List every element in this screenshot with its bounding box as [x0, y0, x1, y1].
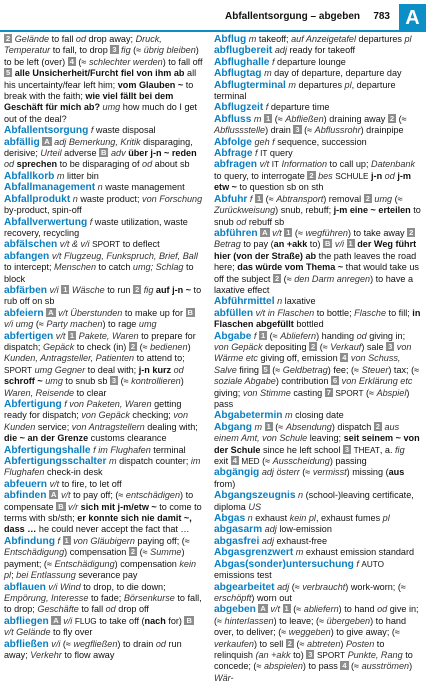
dictionary-entry: abfliegen A v/i FLUG to take off (nach for) B v/t Gelände to fly over	[4, 615, 192, 638]
running-head: Abfallentsorgung – abgeben	[224, 11, 360, 22]
page-header	[0, 0, 426, 32]
dictionary-entry: Abfertigung f von Paketen, Waren getting ready for dispatch; von Gepäck checking; von Kunden service; von Antragstellern dealing with; die ~ an der Grenze customs clearance	[4, 399, 198, 444]
dictionary-entry: Abflughalle f departure lounge	[214, 56, 346, 68]
dictionary-entry: Abgas n exhaust kein pl, exhaust fumes pl	[214, 513, 390, 525]
dictionary-entry: Abflug m takeoff; auf Anzeigetafel departures pl	[214, 34, 412, 45]
dictionary-entry: Abfolge geh f sequence, succession	[214, 136, 367, 148]
dictionary-entry: abflauen v/i Wind to drop, to die down; Empörung, Interesse to fade; Börsenkurse to fall, to drop; Geschäfte to fall od drop off	[4, 581, 202, 615]
dictionary-entry: abgängig adj österr (≈ vermisst) missing (aus from)	[214, 467, 405, 489]
dictionary-entry: Abfuhr f 1 (≈ Abtransport) removal 2 umg (≈ Zurückweisung) snub, rebuff; j-m eine ~ erteilen to snub od rebuff sb	[214, 193, 421, 227]
dictionary-entry: Abfertigungshalle f im Flughafen terminal	[4, 444, 186, 456]
dictionary-entry: abfärben v/i 1 Wäsche to run 2 fig auf j-n ~ to rub off on sb	[4, 284, 202, 307]
dictionary-entry: abfällig A adj Bemerkung, Kritik disparaging, derisive; Urteil adverse B adv über j-n ~ reden od sprechen to be disparaging of od about sb	[4, 136, 197, 170]
dictionary-entry: Abfallkorb m litter bin	[4, 170, 99, 182]
thumb-index-tab[interactable]: A	[399, 4, 426, 32]
dictionary-entry: abgeben A v/t 1 (≈ abliefern) to hand od give in; (≈ hinterlassen) to leave; (≈ übergeben) to hand over, to deliver; (≈ weggeben) to give away; (≈ verkaufen) to sell 2 (≈ abtreten) Posten to relinquish (an +akk to) 3 SPORT Punkte, Rang to concede; (≈ abspielen) to pass 4 (≈ ausströmen) Wär-	[214, 604, 419, 683]
dictionary-entry: abfragen v/t IT Information to call up; Datenbank to query, to interrogate 2 bes SCHULE j-n od j-m etw ~ to question sb on sth	[214, 159, 415, 193]
dictionary-entry: Abfallentsorgung f waste disposal	[4, 125, 156, 137]
dictionary-entry: abführen A v/t 1 (≈ wegführen) to take away 2 Betrag to pay (an +akk to) B v/i 1 der Weg führt hier (von der Straße) ab the path leaves the road here; das würde vom Thema ~ that would take us off the subject 2 (≈ den Darm anregen) to have a laxative effect	[214, 227, 419, 295]
right-column	[214, 34, 421, 683]
dictionary-entry: abgearbeitet adj (≈ verbraucht) work-worn; (≈ erschöpft) worn out	[214, 581, 406, 603]
dictionary-entry: abfeiern A v/t Überstunden to make up for B v/i umg (≈ Party machen) to rage umg	[4, 307, 193, 330]
dictionary-entry: Abgabe f 1 (≈ Abliefern) handing od giving in; von Gepäck depositing 2 (≈ Verkauf) sale 3 von Wärme etc giving off, emission 4 von Schuss, Salve firing 5 (≈ Geldbetrag) fee; (≈ Steuer) tax; (≈ soziale Abgabe) contribution 6 von Erklärung etc giving; von Stimme casting 7 SPORT (≈ Abspiel) pass	[214, 330, 420, 409]
dictionary-entry: abfälschen v/t & v/i SPORT to deflect	[4, 239, 160, 251]
dictionary-entry: Abführmittel n laxative	[214, 296, 316, 308]
left-column	[4, 34, 205, 660]
dictionary-entry: abfertigen v/t 1 Pakete, Waren to prepare for dispatch; Gepäck to check (in) 2 (≈ bedienen) Kunden, Antragsteller, Patienten to attend to; SPORT umg Gegner to deal with; j-n kurz od schroff ~ umg to snub sb 3 (≈ kontrollieren) Waren, Reisende to clear	[4, 330, 196, 398]
dictionary-entry: Abfrage f IT query	[214, 148, 293, 160]
dictionary-entry: Abflugzeit f departure time	[214, 102, 330, 114]
dictionary-entry: Abgang m 1 (≈ Absendung) dispatch 2 aus einem Amt, von Schule leaving; seit seinem ~ von der Schule since he left school 3 THEAT, a. fig exit 4 MED (≈ Ausscheidung) passing	[214, 421, 420, 467]
dictionary-entry: abfüllen v/t in Flaschen to bottle; Flasche to fill; in Flaschen abgefüllt bottled	[214, 307, 421, 330]
dictionary-entry: Abgabetermin m closing date	[214, 410, 344, 422]
dictionary-entry: Abgasgrenzwert m exhaust emission standard	[214, 547, 415, 559]
dictionary-entry: 2 Gelände to fall od drop away; Druck, Temperatur to fall, to drop 3 fig (≈ übrig bleiben) to be left (over) 4 (≈ schlechter werden) to fall off 5 alle Unsicherheit/Furcht fiel von ihm ab all his uncertainty/fear left him; vom Glauben ~ to break with the faith; wie viel fällt bei dem Geschäft für mich ab? umg how much do I get out of the deal?	[4, 34, 203, 124]
dictionary-entry: Abgangszeugnis n (school-)leaving certificate, diploma US	[214, 490, 414, 512]
dictionary-entry: Abflugterminal m departures pl, departure terminal	[214, 79, 396, 102]
dictionary-entry: abgasarm adj low-emission	[214, 524, 332, 536]
dictionary-entry: abgasfrei adj exhaust-free	[214, 535, 328, 547]
dictionary-entry: Abflugtag m day of departure, departure day	[214, 68, 402, 80]
dictionary-entry: Abfallverwertung f waste utilization, waste recovery, recycling	[4, 216, 188, 238]
dictionary-entry: Abfallprodukt n waste product; von Forschung by-product, spin-off	[4, 193, 203, 216]
dictionary-entry: Abfluss m 1 (≈ Abfließen) draining away 2 (≈ Abflussstelle) drain 3 (≈ Abflussrohr) drainpipe	[214, 113, 407, 136]
dictionary-entry: abfangen v/t Flugzeug, Funkspruch, Brief, Ball to intercept; Menschen to catch umg; Schlag to block	[4, 250, 198, 284]
dictionary-entry: abfeuern v/t to fire, to let off	[4, 478, 122, 490]
dictionary-entry: Abgas(sonder)untersuchung f AUTO emissions test	[214, 558, 385, 581]
dictionary-entry: Abfallmanagement n waste management	[4, 182, 185, 194]
dictionary-entry: abflugbereit adj ready for takeoff	[214, 45, 356, 57]
page-number: 783	[373, 11, 390, 22]
dictionary-entry: Abfertigungsschalter m dispatch counter; im Flughafen check-in desk	[4, 456, 201, 478]
dictionary-entry: abfinden A v/t to pay off; (≈ entschädigen) to compensate B v/r sich mit j-m/etw ~ to come to terms with sb/sth; er konnte sich nie damit ~, dass … he could never accept the fact that …	[4, 490, 202, 535]
dictionary-entry: Abfindung f 1 von Gläubigern paying off; (≈ Entschädigung) compensation 2 (≈ Summe) payment; (≈ Entschädigung) compensation kein pl; bei Entlassung severance pay	[4, 535, 197, 581]
dictionary-entry: abfließen v/i (≈ wegfließen) to drain od run away; Verkehr to flow away	[4, 638, 182, 660]
